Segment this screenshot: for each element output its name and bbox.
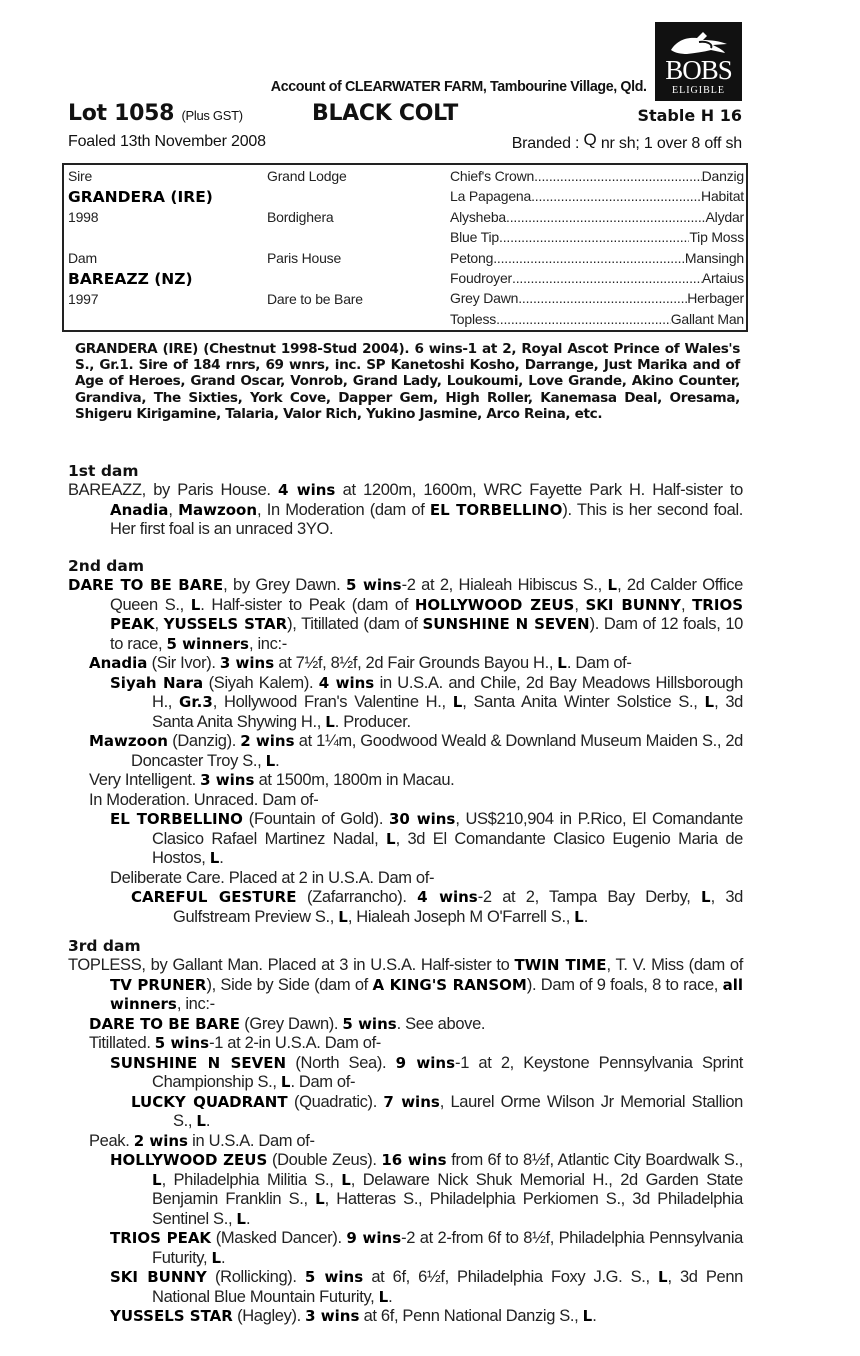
bold-text: 3 wins <box>219 654 275 672</box>
great-grandparent-name: Grey Dawn <box>450 290 519 307</box>
pedigree-table <box>62 163 748 332</box>
entry-text: , <box>680 595 693 614</box>
bold-text: Mawzoon <box>178 500 258 519</box>
bold-text: 9 wins <box>395 1053 456 1072</box>
bold-text: Anadia <box>110 500 169 519</box>
entry-text: -1 at 2-in U.S.A. Dam of- <box>209 1034 381 1052</box>
bold-text: YUSSELS STAR <box>110 1307 233 1325</box>
entry-text: from 6f to 8½f, Atlantic City Boardwalk S., <box>446 1151 743 1169</box>
bold-text: 4 wins <box>417 888 478 906</box>
entry-text: , <box>168 500 179 519</box>
entry-text: , 3d Penn National Blue Mountain Futurity, <box>152 1268 743 1306</box>
entry-text: , 3d El Comandante Clasico Eugenio Maria de Hostos, <box>152 829 743 867</box>
family-entry <box>68 956 743 1015</box>
dam-section <box>68 462 743 540</box>
plus-gst-note: (Plus GST) <box>181 108 243 123</box>
entry-text: ). This is her second foal. Her first foal is an unraced 3YO. <box>110 500 744 538</box>
bold-text: DARE TO BE BARE <box>68 576 224 594</box>
entry-text: . Dam of- <box>290 1073 356 1091</box>
great-grandparent-name: Alysheba <box>450 208 506 225</box>
granddam-paternal: Bordighera <box>267 209 334 225</box>
entry-text: , Laurel Orme Wilson Jr Memorial Stallion S., <box>173 1092 743 1130</box>
entry-text: , T. V. Miss (dam of <box>606 956 743 974</box>
family-entry <box>68 1132 743 1152</box>
entry-text: . <box>221 1248 226 1267</box>
entry-text: -2 at 2, Tampa Bay Derby, <box>477 888 702 906</box>
entry-text: in U.S.A. Dam of- <box>187 1131 315 1150</box>
great-grandparent-sire: Alydar <box>705 208 744 225</box>
bold-text: CAREFUL GESTURE <box>131 888 297 906</box>
entry-text: Titillated. <box>89 1034 155 1052</box>
entry-text: , Delaware Nick Shuk Memorial H., 2d Garden State Benjamin Franklin S., <box>152 1170 743 1208</box>
logo-text: BOBS <box>665 55 732 85</box>
entry-text: (Sir Ivor). <box>147 654 220 672</box>
bold-text: L <box>701 888 711 906</box>
bold-text: L <box>265 751 276 770</box>
dot-leader <box>512 268 702 288</box>
stable-location: Stable H 16 <box>637 106 742 125</box>
entry-text: (North Sea). <box>286 1053 396 1072</box>
family-entry <box>68 674 743 733</box>
entry-text: at 7½f, 8½f, 2d Fair Grounds Bayou H., <box>274 654 558 672</box>
dot-leader <box>534 166 702 186</box>
family-entry <box>68 1093 743 1132</box>
entry-text: at 6f, 6½f, Philadelphia Foxy J.G. S., <box>363 1268 658 1286</box>
great-grandparent-sire: Artaius <box>701 270 744 286</box>
entry-text: (Rollicking). <box>206 1268 305 1286</box>
bold-text: EL TORBELLINO <box>110 810 243 828</box>
great-grandparent-name: Blue Tip <box>450 229 499 246</box>
vendor-account: Account of CLEARWATER FARM, Tambourine Village, Qld. <box>271 78 647 95</box>
family-entry <box>68 1268 743 1307</box>
section-heading: 2nd dam <box>68 557 145 575</box>
sire-year: 1998 <box>68 209 99 225</box>
bold-text: YUSSELS STAR <box>163 615 288 633</box>
great-grandparent-sire: Habitat <box>701 188 744 205</box>
bold-text: L <box>280 1073 291 1091</box>
bold-text: 5 wins <box>154 1034 210 1052</box>
bold-text: 5 winners <box>166 634 249 653</box>
entry-text: -1 at 2, Keystone Pennsylvania Sprint Championship S., <box>152 1053 744 1091</box>
bold-text: L <box>315 1190 325 1208</box>
bold-text: L <box>196 1112 206 1130</box>
branded-label: Branded : <box>511 135 580 152</box>
bold-text: HOLLYWOOD ZEUS <box>110 1151 268 1169</box>
entry-text: , US$210,904 in P.Rico, El Comandante Clasico Rafael Martinez Nadal, <box>152 810 743 848</box>
entry-text: BAREAZZ, by Paris House. <box>68 481 278 499</box>
entry-text: , In Moderation (dam of <box>257 500 430 519</box>
entry-text: (Zafarrancho). <box>296 888 418 906</box>
great-grandparent-sire: Danzig <box>701 168 744 184</box>
family-entry <box>68 810 743 869</box>
great-grandparent-row <box>450 227 744 247</box>
bold-text: TV PRUNER <box>110 975 207 994</box>
entry-text: ), Titillated (dam of <box>287 615 423 633</box>
family-entry <box>68 1015 743 1035</box>
branded-description: nr sh; 1 over 8 off sh <box>600 135 742 152</box>
great-grandparent-sire: Mansingh <box>684 249 744 266</box>
dot-leader <box>506 207 706 227</box>
bold-text: SUNSHINE N SEVEN <box>110 1053 287 1072</box>
entry-text: , Philadelphia Militia S., <box>161 1170 342 1189</box>
bold-text: L <box>190 595 201 614</box>
entry-text: (Masked Dancer). <box>211 1229 347 1247</box>
bold-text: 9 wins <box>346 1229 402 1247</box>
entry-text: in U.S.A. and Chile, 2d Bay Meadows Hillsborough H., <box>152 673 743 711</box>
bold-text: 2 wins <box>240 732 295 750</box>
bold-text: L <box>582 1307 593 1325</box>
great-grandparent-row <box>450 186 744 206</box>
entry-text: -2 at 2-from 6f to 8½f, Philadelphia Pennsylvania Futurity, <box>152 1229 743 1267</box>
great-grandparent-name: La Papagena <box>450 188 532 205</box>
entry-text: Deliberate Care. Placed at 2 in U.S.A. Dam of- <box>110 868 435 887</box>
bold-text: L <box>236 1209 246 1228</box>
bold-text: SUNSHINE N SEVEN <box>422 615 590 633</box>
bold-text: 4 wins <box>277 481 336 499</box>
entry-text: , 3d Santa Anita Shywing H., <box>152 693 743 731</box>
logo-subtext: ELIGIBLE <box>672 85 725 96</box>
bold-text: EL TORBELLINO <box>429 500 563 519</box>
entry-text: , Hatteras S., Philadelphia Perkiomen S., 3d Philadelphia Sentinel S., <box>152 1190 744 1228</box>
entry-text: , Hollywood Fran's Valentine H., <box>212 693 453 711</box>
bold-text: 30 wins <box>388 810 456 828</box>
entry-text: -2 at 2, Hialeah Hibiscus S., <box>401 576 608 594</box>
lot-number <box>68 101 243 126</box>
entry-text: , Hialeah Joseph M O'Farrell S., <box>347 907 575 926</box>
great-grandparent-sire: Gallant Man <box>670 310 744 327</box>
bold-text: all winners <box>110 975 743 1013</box>
entry-text: (Siyah Kalem). <box>203 673 319 692</box>
great-grandparent-row <box>450 248 744 268</box>
entry-text: at 1¼m, Goodwood Weald & Downland Museum Maiden S., 2d Doncaster Troy S., <box>131 732 743 770</box>
entry-text: . See above. <box>396 1014 486 1033</box>
bold-text: L <box>574 907 584 926</box>
bold-text: TRIOS PEAK <box>110 1229 212 1247</box>
great-grandparent-row <box>450 288 744 308</box>
brand-symbol-icon: Q <box>583 130 597 149</box>
bold-text: L <box>452 693 463 711</box>
family-entry <box>68 1229 743 1268</box>
horse-head-icon <box>667 28 730 58</box>
dot-leader <box>499 227 689 247</box>
bold-text: Anadia <box>89 654 148 672</box>
great-grandparent-row <box>450 166 744 186</box>
entry-text: at 6f, Penn National Danzig S., <box>359 1307 583 1325</box>
entry-text: (Double Zeus). <box>267 1151 382 1169</box>
entry-text: . Half-sister to Peak (dam of <box>200 595 415 614</box>
great-grandparent-name: Chief's Crown <box>450 168 535 184</box>
great-grandparent-name: Foudroyer <box>450 270 513 286</box>
bold-text: TRIOS PEAK <box>110 595 743 633</box>
dot-leader <box>496 309 671 329</box>
sire-name: GRANDERA (IRE) <box>68 188 213 206</box>
branding <box>511 130 742 153</box>
bold-text: L <box>211 1248 222 1267</box>
sire-summary: GRANDERA (IRE) (Chestnut 1998-Stud 2004). 6 wins-1 at 2, Royal Ascot Prince of Wales's S., Gr.1. Sire of 184 rnrs, 69 wnrs, inc. SP Kanetoshi Kosho, Darrange, Just Marika and of Age of Heroes, Grand Oscar, Vonrob, Grand Lady, Loukoumi, Love Grande, Akino Counter, Grandiva, The Sixties, York Cove, Dapper Gem, High Roller, Kanemasa Deal, Oresama, Shigeru Kirigamine, Talaria, Valor Rich, Yukino Jasmine, Arco Reina, etc. <box>75 341 740 422</box>
bold-text: DARE TO BE BARE <box>89 1014 241 1033</box>
bold-text: HOLLYWOOD ZEUS <box>414 595 575 614</box>
bold-text: 2 wins <box>133 1131 188 1150</box>
dam-name: BAREAZZ (NZ) <box>68 270 193 288</box>
bold-text: 5 wins <box>304 1268 364 1286</box>
great-grandparent-sire: Tip Moss <box>689 229 744 246</box>
entry-text: , 3d Gulfstream Preview S., <box>173 888 743 926</box>
family-entry <box>68 576 743 654</box>
family-entry <box>68 654 743 674</box>
dot-leader <box>531 186 701 206</box>
great-grandparent-name: Topless <box>450 310 497 327</box>
great-grandparent-name: Petong <box>450 249 494 266</box>
colour-sex: BLACK COLT <box>312 101 458 126</box>
entry-text: In Moderation. Unraced. Dam of- <box>89 790 319 809</box>
family-entry <box>68 888 743 927</box>
great-grandparent-row <box>450 309 744 329</box>
bold-text: L <box>386 829 396 848</box>
lot-label: Lot 1058 <box>68 101 175 126</box>
bold-text: SKI BUNNY <box>110 1268 207 1286</box>
entry-text: . Dam of- <box>566 654 632 672</box>
entry-text: ), Side by Side (dam of <box>206 975 373 994</box>
bold-text: L <box>607 576 618 594</box>
grandsire-paternal: Grand Lodge <box>267 168 347 184</box>
entry-text: . <box>219 849 224 867</box>
bold-text: 5 wins <box>345 576 402 594</box>
entry-text: at 1500m, 1800m in Macau. <box>254 771 455 789</box>
bold-text: L <box>209 849 220 867</box>
bold-text: L <box>378 1287 389 1306</box>
entry-text: at 1200m, 1600m, WRC Fayette Park H. Half-sister to <box>335 481 743 499</box>
great-grandparent-row <box>450 268 744 288</box>
bobs-eligible-logo <box>655 22 742 101</box>
family-entry <box>68 1151 743 1229</box>
entry-text: , Santa Anita Winter Solstice S., <box>462 693 705 711</box>
bold-text: 7 wins <box>383 1092 440 1111</box>
great-grandparent-sire: Herbager <box>687 290 744 307</box>
bold-text: L <box>338 907 348 926</box>
bold-text: Siyah Nara <box>110 673 204 692</box>
bold-text: 3 wins <box>305 1307 360 1325</box>
bold-text: 4 wins <box>318 673 375 692</box>
entry-text: Very Intelligent. <box>89 771 201 789</box>
grandsire-maternal: Paris House <box>267 250 342 266</box>
entry-text: . <box>388 1287 393 1306</box>
bold-text: TWIN TIME <box>514 956 607 974</box>
entry-text: . <box>275 751 280 770</box>
bold-text: L <box>325 712 335 731</box>
bold-text: A KING'S RANSOM <box>372 975 527 994</box>
section-heading: 1st dam <box>68 462 139 480</box>
dot-leader <box>518 288 687 308</box>
entry-text: , <box>154 615 164 633</box>
bold-text: Gr.3 <box>179 693 213 711</box>
entry-text: ). Dam of 9 foals, 8 to race, <box>526 975 723 994</box>
bold-text: LUCKY QUADRANT <box>131 1092 288 1111</box>
bold-text: L <box>557 654 567 672</box>
great-grandparent-row <box>450 207 744 227</box>
bold-text: 3 wins <box>200 771 255 789</box>
bold-text: Mawzoon <box>89 732 168 750</box>
family-entry <box>68 771 743 791</box>
foaled-date: Foaled 13th November 2008 <box>68 133 266 150</box>
entry-text: . <box>592 1307 597 1325</box>
bold-text: L <box>657 1268 668 1286</box>
dam-section <box>68 937 743 1327</box>
sire-label: Sire <box>68 168 93 184</box>
entry-text: , 2d Calder Office Queen S., <box>110 576 743 614</box>
dam-label: Dam <box>68 250 97 266</box>
entry-text: (Hagley). <box>232 1307 306 1325</box>
entry-text: TOPLESS, by Gallant Man. Placed at 3 in U.S.A. Half-sister to <box>68 956 515 974</box>
entry-text: ). Dam of 12 foals, 10 to race, <box>110 615 743 653</box>
bold-text: L <box>704 693 715 711</box>
section-heading: 3rd dam <box>68 937 141 955</box>
bold-text: SKI BUNNY <box>585 595 681 614</box>
granddam-maternal: Dare to be Bare <box>267 291 363 307</box>
entry-text: . <box>583 907 588 926</box>
entry-text: . <box>205 1112 211 1130</box>
entry-text: (Fountain of Gold). <box>242 810 389 828</box>
entry-text: Peak. <box>89 1131 134 1150</box>
entry-text: (Danzig). <box>167 732 241 750</box>
entry-text: . <box>245 1209 251 1228</box>
dot-leader <box>493 248 685 268</box>
bold-text: 16 wins <box>381 1151 447 1169</box>
bold-text: 5 wins <box>342 1014 397 1033</box>
family-entry <box>68 1034 743 1054</box>
bold-text: L <box>152 1170 162 1189</box>
family-entry <box>68 732 743 771</box>
dam-year: 1997 <box>68 291 99 307</box>
entry-text: . Producer. <box>334 712 411 731</box>
entry-text: , by Grey Dawn. <box>223 576 346 594</box>
family-entry <box>68 869 743 889</box>
entry-text: , inc:- <box>248 634 287 653</box>
family-entry <box>68 1307 743 1327</box>
dam-section <box>68 557 743 927</box>
entry-text: (Grey Dawn). <box>240 1014 343 1033</box>
entry-text: (Quadratic). <box>287 1092 384 1111</box>
entry-text: , inc:- <box>176 995 215 1013</box>
family-entry <box>68 1054 743 1093</box>
entry-text: , <box>574 595 586 614</box>
family-entry <box>68 481 743 540</box>
bold-text: L <box>341 1170 351 1189</box>
family-entry <box>68 791 743 811</box>
